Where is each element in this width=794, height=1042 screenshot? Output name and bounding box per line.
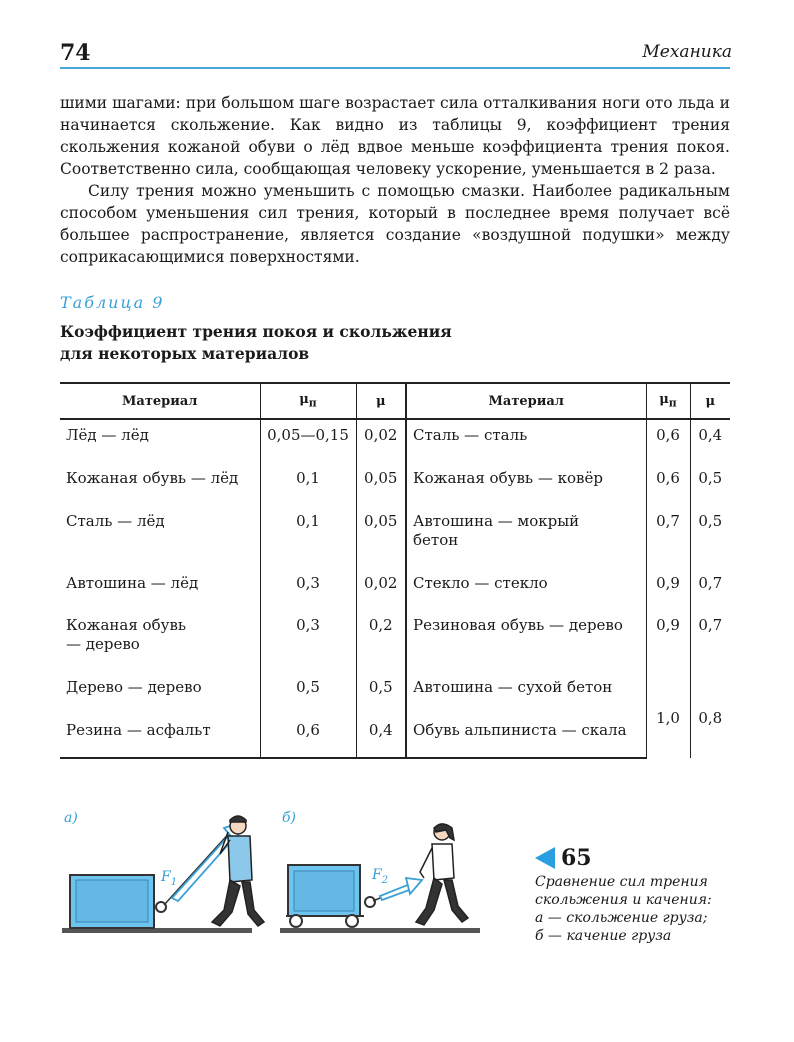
force-label-b: $F_2$	[372, 867, 389, 886]
mu-cell: 0,05	[356, 463, 406, 506]
mu-cell: 0,5	[356, 672, 406, 715]
material-cell: Кожаная обувь — ковёр	[406, 463, 646, 506]
material-cell: Автошина — лёд	[66, 574, 199, 592]
page-number: 74	[60, 40, 91, 66]
mu-static-cell: 0,6	[646, 463, 690, 506]
mu-cell: 0,7	[690, 568, 730, 610]
mu-cell: 0,02	[356, 568, 406, 610]
mu-static-cell: 0,3	[260, 610, 356, 672]
triangle-marker-icon	[535, 847, 555, 869]
caption-line: Сравнение сил трения	[535, 874, 708, 890]
mu-static-cell: 0,9	[646, 610, 690, 672]
table-header-row	[60, 383, 730, 419]
header-mu-static-left	[260, 383, 356, 419]
cart-wheel	[290, 915, 302, 927]
mu-cell: 0,8	[690, 672, 730, 758]
figure-number: 65	[561, 845, 592, 871]
mu-cell: 0,02	[356, 419, 406, 463]
force-arrow-a	[172, 834, 234, 901]
material-cell: Сталь — сталь	[406, 419, 646, 463]
panel-label-b: б)	[282, 810, 297, 826]
paragraph: Силу трения можно уменьшить с помощью смазки. Наиболее радикальным способом уменьшения сил трения, который в последнее время получает всё большее распространение, является создание «воздушной подушки» между соприкасающимися поверхностями.	[60, 182, 730, 266]
material-line: бетон	[413, 531, 459, 549]
caption-number-row	[535, 845, 735, 871]
mu-cell: 0,5	[690, 506, 730, 568]
mu-cell: 0,7	[690, 610, 730, 672]
material-line: Кожаная обувь	[66, 616, 187, 634]
mu-static-cell: 0,9	[646, 568, 690, 610]
mu-static-cell: 1,0	[646, 672, 690, 758]
material-cell: Стекло — стекло	[406, 568, 646, 610]
hook-b	[365, 897, 375, 907]
mu-static-cell: 0,5	[260, 672, 356, 715]
header-material-left: Материал	[60, 383, 260, 419]
material-cell	[406, 506, 646, 568]
caption-line: скольжения и качения:	[535, 892, 712, 908]
friction-table	[60, 382, 730, 759]
material-cell: Обувь альпиниста — скала	[406, 715, 646, 758]
caption-text	[535, 873, 735, 945]
mu-symbol: μ	[659, 392, 669, 408]
mu-static-cell: 0,1	[260, 463, 356, 506]
caption-line: б — качение груза	[535, 928, 672, 944]
material-cell: Резина — асфальт	[60, 715, 260, 758]
header-rule	[60, 67, 730, 69]
table-row	[60, 568, 730, 610]
cart-wheel	[346, 915, 358, 927]
table-row	[60, 715, 730, 758]
table-row	[60, 506, 730, 568]
header-material-right: Материал	[406, 383, 646, 419]
panel-label-a: а)	[64, 810, 78, 826]
force-label-a: $F_1$	[161, 869, 178, 888]
mu-static-cell: 0,6	[646, 419, 690, 463]
running-head: Механика	[642, 42, 732, 62]
mu-cell: 0,4	[356, 715, 406, 758]
cart-inner	[294, 871, 354, 911]
material-cell: Сталь — лёд	[66, 512, 165, 530]
table-title-line: для некоторых материалов	[60, 344, 310, 363]
table-label: Таблица 9	[60, 293, 165, 312]
mu-cell: 0,4	[690, 419, 730, 463]
table-row	[60, 419, 730, 463]
material-cell: Автошина — сухой бетон	[406, 672, 646, 715]
figure-illustration	[60, 810, 490, 945]
header-mu-right: μ	[690, 383, 730, 419]
mu-static-cell: 0,3	[260, 568, 356, 610]
table-row	[60, 463, 730, 506]
paragraph: шими шагами: при большом шаге возрастает сила отталкивания ноги ото льда и начинается скольжение. Как видно из таблицы 9, коэффициент трения скольжения кожаной обуви о лёд вдвое меньше коэффициента трения покоя. Соответственно сила, сообщающая человеку ускорение, уменьшается в 2 раза.	[60, 94, 730, 178]
ground-b	[280, 928, 480, 933]
mu-subscript: п	[668, 396, 677, 410]
caption-line: а — скольжение груза;	[535, 910, 708, 926]
woman-figure	[416, 824, 468, 925]
table-title-line: Коэффициент трения покоя и скольжения	[60, 322, 452, 341]
table-title	[60, 321, 560, 365]
material-cell	[60, 610, 260, 672]
mu-cell: 0,05	[356, 506, 406, 568]
header-mu-static-right	[646, 383, 690, 419]
box-inner	[76, 880, 148, 922]
material-cell: Лёд — лёд	[66, 426, 149, 444]
mu-cell: 0,5	[690, 463, 730, 506]
table-row	[60, 672, 730, 715]
mu-cell: 0,2	[356, 610, 406, 672]
force-arrowhead-b	[406, 878, 422, 894]
table-row	[60, 610, 730, 672]
mu-static-cell: 0,1	[260, 506, 356, 568]
mu-static-cell: 0,05—0,15	[260, 419, 356, 463]
man-figure	[212, 816, 264, 926]
material-line: — дерево	[66, 635, 140, 653]
material-cell: Кожаная обувь — лёд	[66, 469, 239, 487]
rope-a	[164, 830, 232, 905]
mu-symbol: μ	[299, 392, 309, 408]
figure-caption	[535, 845, 735, 945]
body-text	[60, 92, 730, 268]
material-cell: Резиновая обувь — дерево	[406, 610, 646, 672]
mu-static-cell: 0,6	[260, 715, 356, 758]
mu-subscript: п	[308, 396, 317, 410]
header-mu-left: μ	[356, 383, 406, 419]
mu-static-cell: 0,7	[646, 506, 690, 568]
material-line: Автошина — мокрый	[413, 512, 580, 530]
material-cell: Дерево — дерево	[66, 678, 202, 696]
